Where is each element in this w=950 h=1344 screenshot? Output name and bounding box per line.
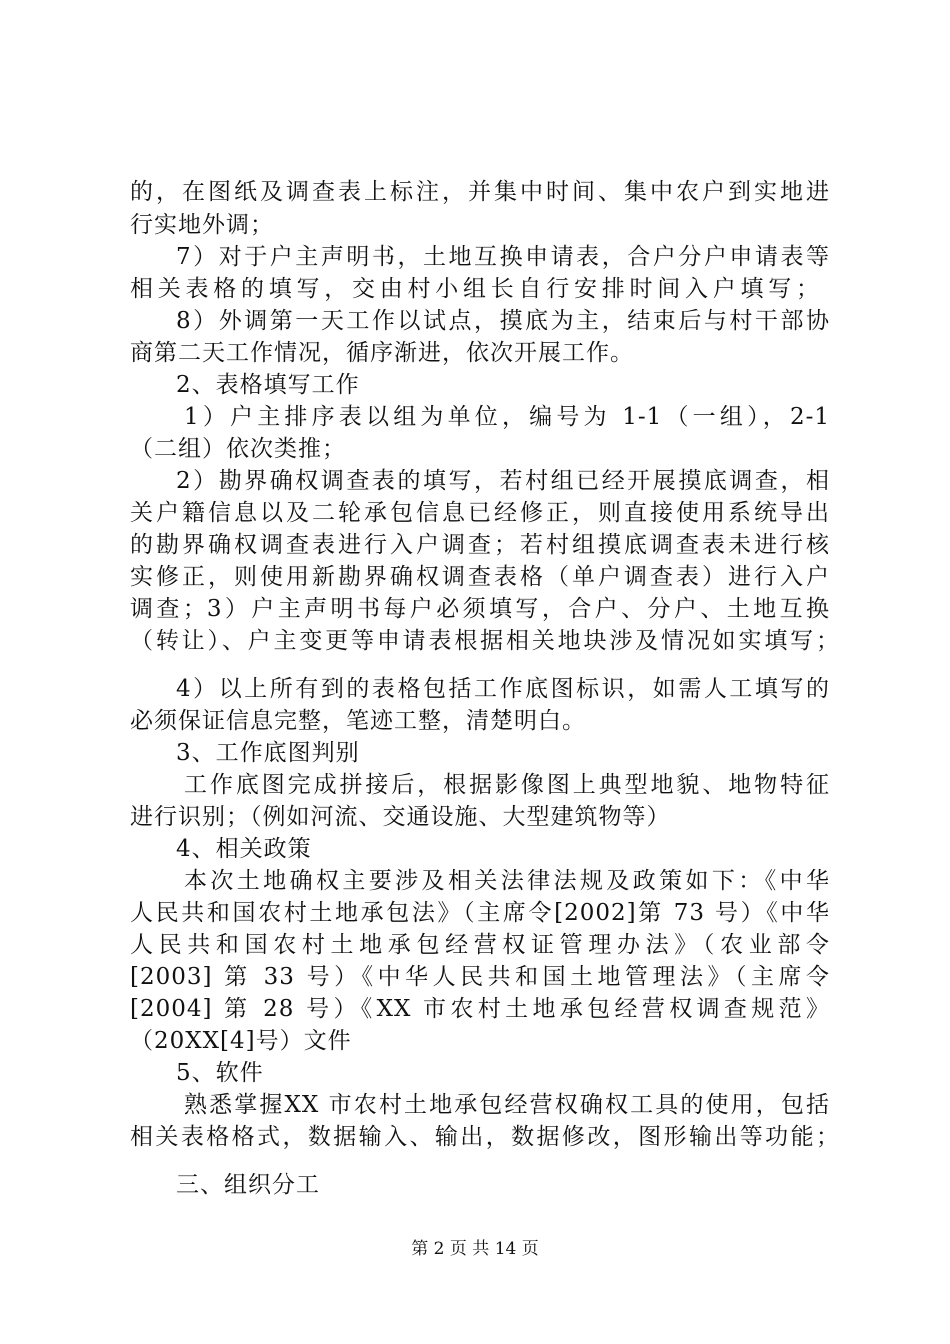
paragraph-line: 7）对于户主声明书，土地互换申请表，合户分户申请表等 [176,244,830,270]
section-heading: 3、工作底图判别 [176,740,360,766]
section-heading: 三、组织分工 [176,1172,320,1198]
page-number-footer: 第 2 页 共 14 页 [411,1239,539,1259]
paragraph-line: [2004] 第 28 号）《XX 市农村土地承包经营权调查规范》 [130,996,830,1022]
paragraph-line: 的，在图纸及调查表上标注，并集中时间、集中农户到实地进 [130,179,830,205]
paragraph-line: 相关表格格式，数据输入、输出，数据修改，图形输出等功能； [130,1124,840,1150]
paragraph-line: 1）户主排序表以组为单位，编号为 1-1（一组），2-1 [184,404,830,430]
paragraph-line: 行实地外调； [130,212,274,238]
paragraph-line: 2）勘界确权调查表的填写，若村组已经开展摸底调查，相 [176,468,830,494]
paragraph-line: 4）以上所有到的表格包括工作底图标识，如需人工填写的 [176,676,830,702]
paragraph-line: 实修正，则使用新勘界确权调查表格（单户调查表）进行入户 [130,564,830,590]
paragraph-line: 人民共和国农村土地承包法》（主席令[2002]第 73 号）《中华 [130,900,830,926]
section-heading: 2、表格填写工作 [176,372,360,398]
paragraph-line: 必须保证信息完整，笔迹工整，清楚明白。 [130,708,586,734]
paragraph-line: 熟悉掌握XX 市农村土地承包经营权确权工具的使用，包括 [184,1092,830,1118]
paragraph-line: 商第二天工作情况，循序渐进，依次开展工作。 [130,340,634,366]
section-heading: 4、相关政策 [176,836,312,862]
paragraph-line: 8）外调第一天工作以试点，摸底为主，结束后与村干部协 [176,308,830,334]
paragraph-line: 调查；3）户主声明书每户必须填写，合户、分户、土地互换 [130,596,830,622]
paragraph-line: （转让）、户主变更等申请表根据相关地块涉及情况如实填写； [130,628,840,654]
paragraph-line: 进行识别；（例如河流、交通设施、大型建筑物等） [130,804,671,830]
paragraph-line: （20XX[4]号）文件 [130,1028,352,1054]
paragraph-line: 相关表格的填写，交由村小组长自行安排时间入户填写； [130,276,820,302]
paragraph-line: 关户籍信息以及二轮承包信息已经修正，则直接使用系统导出 [130,500,830,526]
paragraph-line: 的勘界确权调查表进行入户调查；若村组摸底调查表未进行核 [130,532,830,558]
paragraph-line: 工作底图完成拼接后，根据影像图上典型地貌、地物特征 [184,772,830,798]
paragraph-line: 本次土地确权主要涉及相关法律法规及政策如下：《中华 [184,868,830,894]
paragraph-line: （二组）依次类推； [130,436,346,462]
paragraph-line: [2003] 第 33 号）《中华人民共和国土地管理法》（主席令 [130,964,830,990]
paragraph-line: 人民共和国农村土地承包经营权证管理办法》（农业部令 [130,932,830,958]
section-heading: 5、软件 [176,1060,264,1086]
